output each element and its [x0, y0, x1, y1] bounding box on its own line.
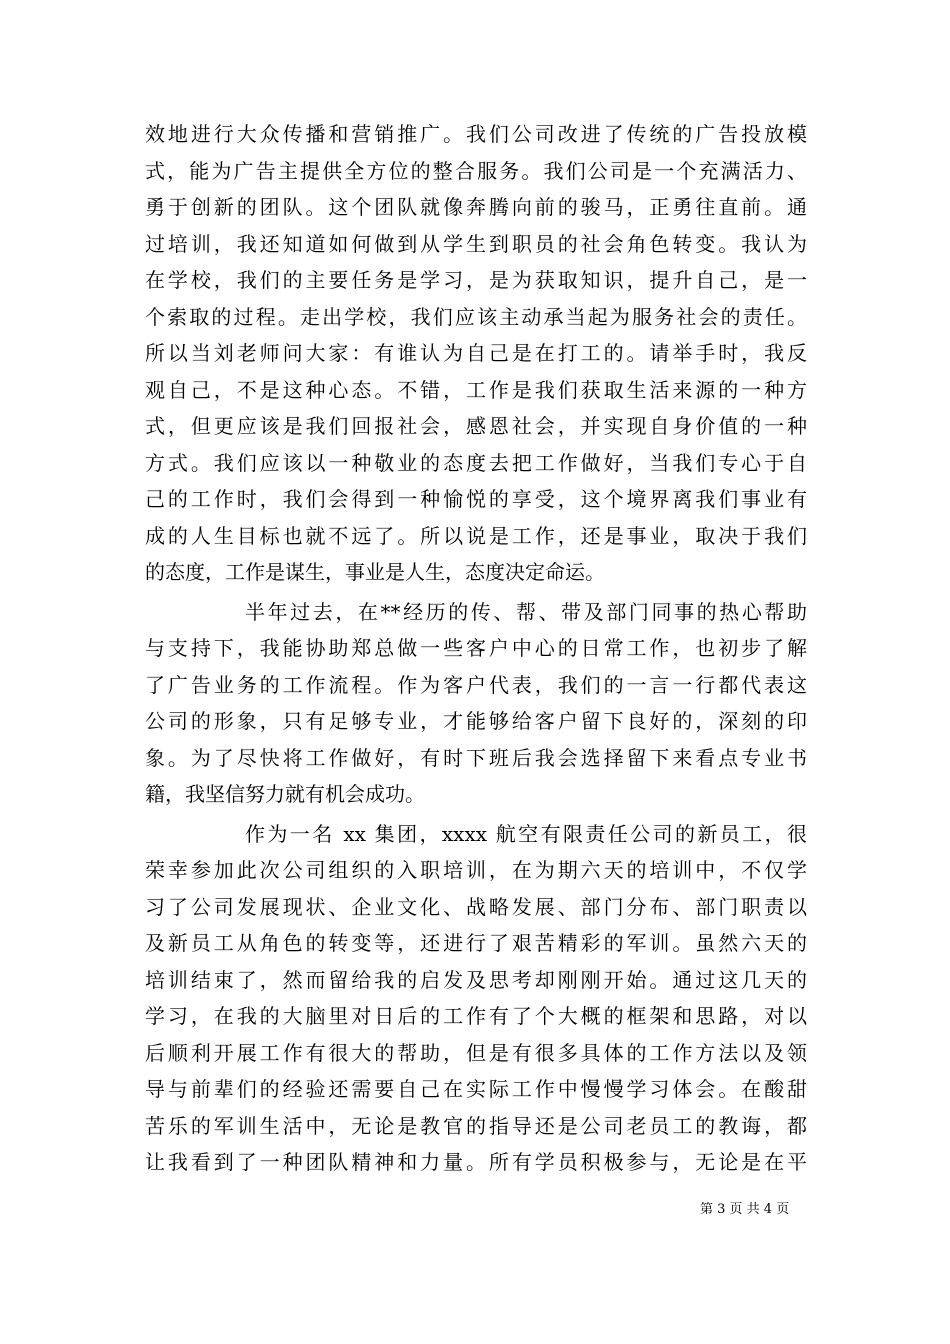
- text-line: 勇于创新的团队。这个团队就像奔腾向前的骏马，正勇往直前。通: [145, 195, 807, 219]
- text-line: 籍，我坚信努力就有机会成功。: [145, 782, 425, 806]
- text-line: 己的工作时，我们会得到一种愉悦的享受，这个境界离我们事业有: [145, 487, 807, 511]
- text-line: 与支持下，我能协助郑总做一些客户中心的日常工作，也初步了解: [145, 636, 807, 660]
- text-line: 半年过去，在**经历的传、帮、带及部门同事的热心帮助: [245, 599, 807, 624]
- text-line: 效地进行大众传播和营销推广。我们公司改进了传统的广告投放模: [145, 122, 807, 146]
- text-line: 所以当刘老师问大家：有谁认为自己是在打工的。请举手时，我反: [145, 341, 807, 365]
- text-line: 及新员工从角色的转变等，还进行了艰苦精彩的军训。虽然六天的: [145, 931, 807, 955]
- text-line: 观自己，不是这种心态。不错，工作是我们获取生活来源的一种方: [145, 377, 807, 402]
- text-line: 式，能为广告主提供全方位的整合服务。我们公司是一个充满活力、: [145, 158, 807, 183]
- text-line: 公司的形象，只有足够专业，才能够给客户留下良好的，深刻的印: [145, 709, 807, 733]
- text-line: 苦乐的军训生活中，无论是教官的指导还是公司老员工的教诲，都: [145, 1113, 807, 1138]
- text-line: 过培训，我还知道如何做到从学生到职员的社会角色转变。我认为: [145, 231, 807, 256]
- text-line: 作为一名 xx 集团，xxxx 航空有限责任公司的新员工，很: [245, 821, 807, 846]
- paragraph-3: [145, 816, 807, 1181]
- text-line: 后顺利开展工作有很大的帮助，但是有很多具体的工作方法以及领: [145, 1040, 807, 1065]
- text-line: 让我看到了一种团队精神和力量。所有学员积极参与，无论是在平: [145, 1150, 807, 1174]
- text-line: 培训结束了，然而留给我的启发及思考却刚刚开始。通过这几天的: [145, 967, 807, 992]
- paragraph-1: [145, 116, 807, 591]
- text-line: 习了公司发展现状、企业文化、战略发展、部门分布、部门职责以: [145, 894, 807, 919]
- text-line: 个索取的过程。走出学校，我们应该主动承当起为服务社会的责任。: [145, 304, 807, 329]
- text-line: 象。为了尽快将工作做好，有时下班后我会选择留下来看点专业书: [145, 745, 807, 770]
- body-text: [145, 116, 807, 1181]
- page-number: 第 3 页 共 4 页: [700, 1202, 790, 1217]
- paragraph-2: [145, 594, 807, 813]
- text-line: 荣幸参加此次公司组织的入职培训，在为期六天的培训中，不仅学: [145, 858, 807, 882]
- text-line: 的态度，工作是谋生，事业是人生，态度决定命运。: [145, 560, 605, 584]
- text-line: 方式。我们应该以一种敬业的态度去把工作做好，当我们专心于自: [145, 450, 807, 475]
- text-line: 在学校，我们的主要任务是学习，是为获取知识，提升自己，是一: [145, 268, 807, 292]
- text-line: 导与前辈们的经验还需要自己在实际工作中慢慢学习体会。在酸甜: [145, 1077, 807, 1101]
- text-line: 成的人生目标也就不远了。所以说是工作，还是事业，取决于我们: [145, 523, 807, 548]
- text-line: 学习，在我的大脑里对日后的工作有了个大概的框架和思路，对以: [145, 1004, 807, 1028]
- text-line: 了广告业务的工作流程。作为客户代表，我们的一言一行都代表这: [145, 672, 807, 697]
- text-line: 式，但更应该是我们回报社会，感恩社会，并实现自身价值的一种: [145, 414, 807, 438]
